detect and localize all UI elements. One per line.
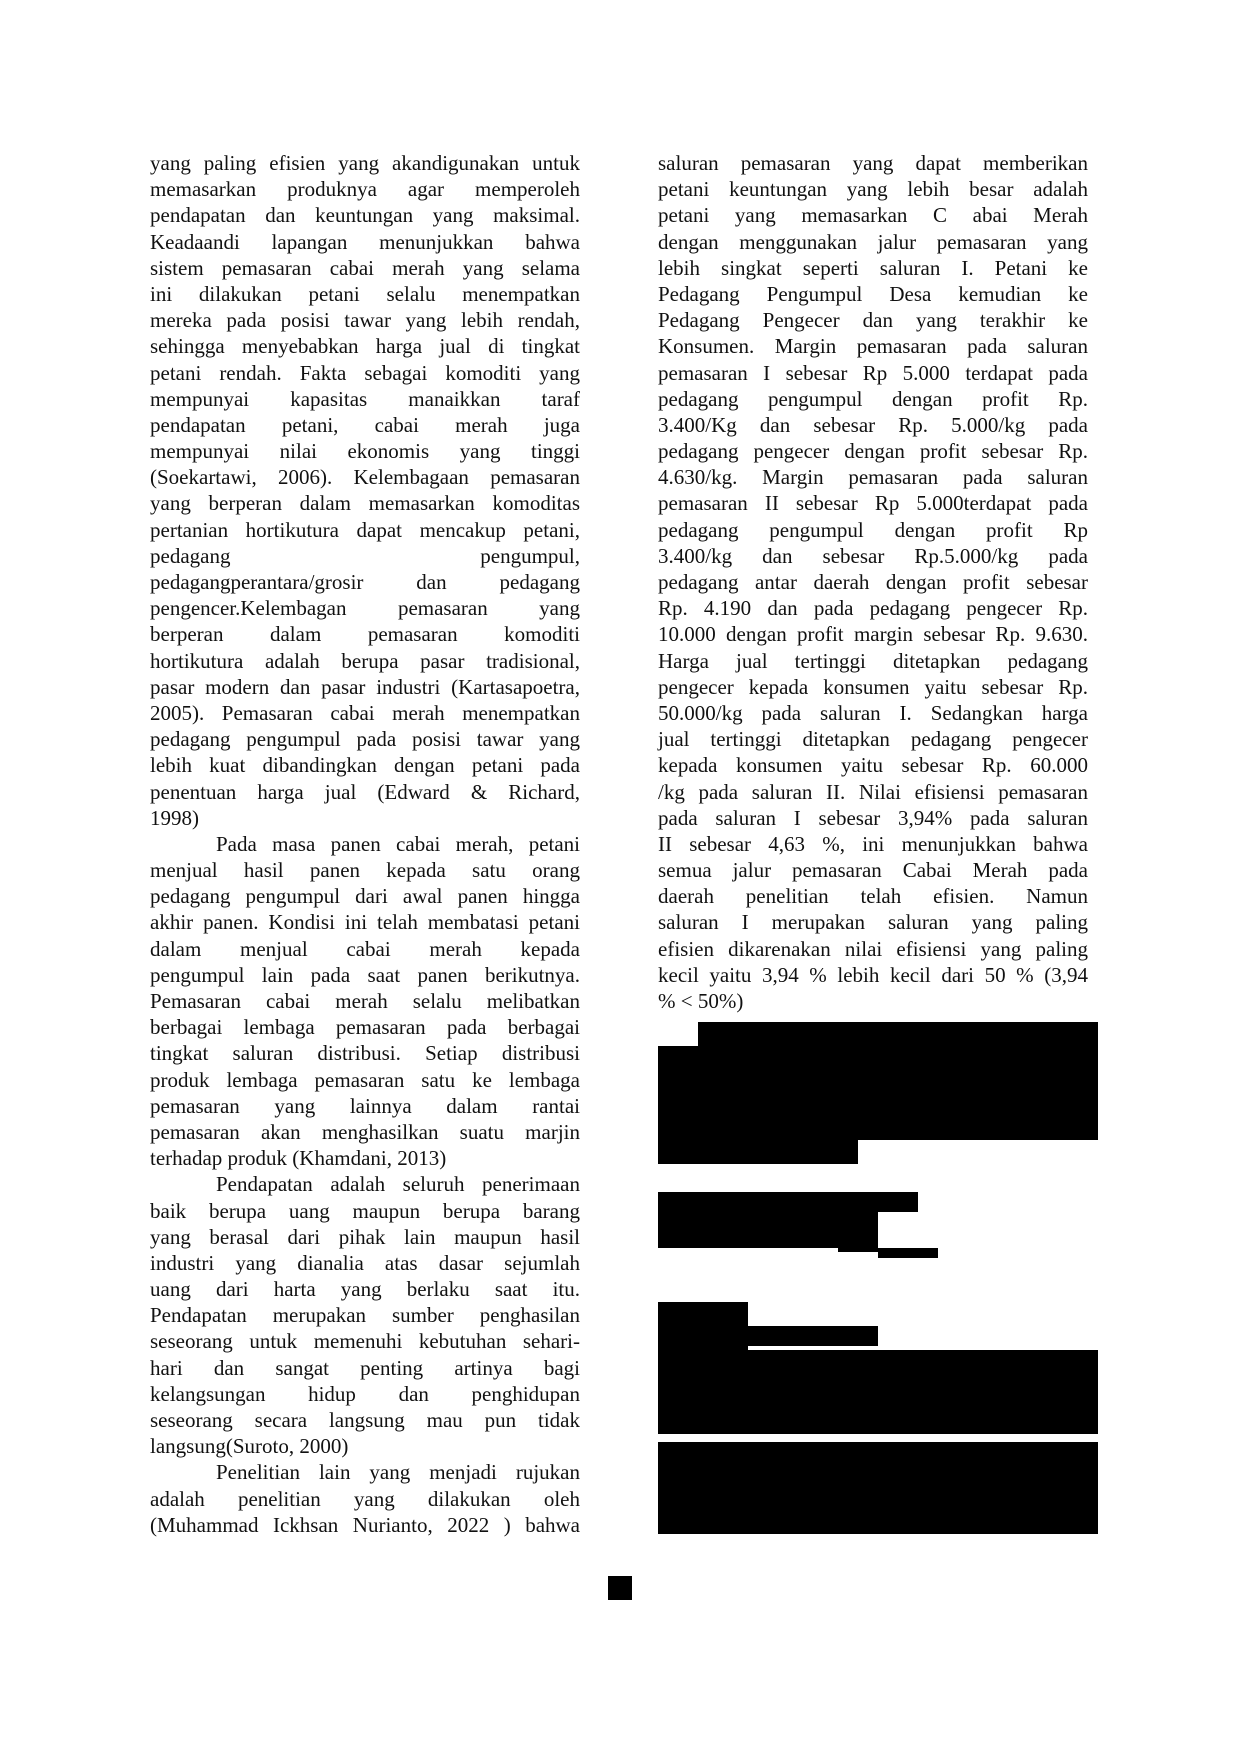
text-line: (Soekartawi, 2006). Kelembagaan pemasaran — [150, 465, 580, 490]
text-line: industri yang dianalia atas dasar sejumlah — [150, 1250, 580, 1275]
text-line: Pemasaran cabai merah selalu melibatkan — [150, 989, 580, 1013]
text-line: yang paling efisien yang akandigunakan untuk — [150, 151, 580, 175]
text-line: 1998) — [150, 805, 199, 830]
text-line: dengan menggunakan jalur pemasaran yang — [658, 229, 1088, 254]
page-number-redacted — [608, 1576, 632, 1600]
text-line: Pedagang Pengumpul Desa kemudian ke — [658, 281, 1088, 306]
text-line: (Muhammad Ickhsan Nurianto, 2022 ) bahwa — [150, 1512, 580, 1537]
text-line: baik berupa uang maupun berupa barang — [150, 1198, 580, 1223]
text-line: pertanian hortikutura dapat mencakup petani, — [150, 517, 580, 542]
text-line: pedagang pengumpul, — [150, 543, 580, 568]
redaction-bar — [658, 1326, 878, 1346]
text-line: pasar modern dan pasar industri (Kartasapoetra, — [150, 674, 580, 699]
text-line: berperan dalam pemasaran komoditi — [150, 622, 580, 647]
redaction-bar — [658, 1378, 1098, 1402]
text-line: pedagang pengecer dengan profit sebesar Rp. — [658, 439, 1088, 464]
text-line: pengecer kepada konsumen yaitu sebesar Rp. — [658, 674, 1088, 699]
text-line: % < 50%) — [658, 989, 744, 1013]
text-line: pedagang antar daerah dengan profit sebesar — [658, 570, 1088, 594]
text-line: kepada konsumen yaitu sebesar Rp. 60.000 — [658, 753, 1088, 778]
text-line: /kg pada saluran II. Nilai efisiensi pemasaran — [658, 779, 1088, 804]
text-line: pemasaran I sebesar Rp 5.000 terdapat pada — [658, 360, 1088, 385]
text-line: sistem pemasaran cabai merah yang selama — [150, 255, 580, 280]
text-line: mempunyai nilai ekonomis yang tinggi — [150, 439, 580, 464]
redaction-bar — [658, 1466, 1098, 1506]
text-line: Penelitian lain yang menjadi rujukan — [216, 1460, 580, 1485]
text-line: petani rendah. Fakta sebagai komoditi yang — [150, 360, 580, 385]
text-line: pedagangperantara/grosir dan pedagang — [150, 570, 580, 594]
text-line: II sebesar 4,63 %, ini menunjukkan bahwa — [658, 831, 1088, 856]
text-line: jual tertinggi ditetapkan pedagang pengecer — [658, 727, 1088, 752]
redaction-bar — [658, 1046, 1098, 1090]
right-text-column — [658, 150, 1088, 1014]
text-line: pendapatan dan keuntungan yang maksimal. — [150, 203, 580, 228]
text-line: pedagang pengumpul dengan profit Rp. — [658, 386, 1088, 411]
text-line: 10.000 dengan profit margin sebesar Rp. 9.630. — [658, 622, 1088, 647]
text-line: saluran pemasaran yang dapat memberikan — [658, 151, 1088, 175]
text-line: 2005). Pemasaran cabai merah menempatkan — [150, 700, 580, 725]
text-line: semua jalur pemasaran Cabai Merah pada — [658, 858, 1088, 883]
text-line: pemasaran II sebesar Rp 5.000terdapat pada — [658, 491, 1088, 516]
text-line: pedagang pengumpul dari awal panen hingga — [150, 884, 580, 909]
text-line: seseorang secara langsung mau pun tidak — [150, 1408, 580, 1432]
text-line: pengencer.Kelembagan pemasaran yang — [150, 596, 580, 621]
redaction-bar — [658, 1140, 858, 1164]
text-line: pendapatan petani, cabai merah juga — [150, 412, 580, 437]
redaction-bar — [658, 1442, 1098, 1466]
text-line: ini dilakukan petani selalu menempatkan — [150, 281, 580, 306]
redacted-content-block — [658, 1022, 1098, 1542]
text-line: tingkat saluran distribusi. Setiap distribusi — [150, 1041, 580, 1066]
text-line: menjual hasil panen kepada satu orang — [150, 858, 580, 883]
text-line: mempunyai kapasitas manaikkan taraf — [150, 386, 580, 411]
text-line: pengumpul lain pada saat panen berikutnya. — [150, 962, 580, 987]
text-line: efisien dikarenakan nilai efisiensi yang paling — [658, 936, 1088, 961]
text-line: kelangsungan hidup dan penghidupan — [150, 1381, 580, 1406]
redaction-bar — [658, 1302, 748, 1326]
text-line: Pada masa panen cabai merah, petani — [216, 831, 580, 856]
text-line: Pedagang Pengecer dan yang terakhir ke — [658, 308, 1088, 333]
redaction-bar — [698, 1022, 1098, 1046]
redaction-bar — [878, 1248, 938, 1258]
text-line: 4.630/kg. Margin pemasaran pada saluran — [658, 465, 1088, 490]
text-line: Rp. 4.190 dan pada pedagang pengecer Rp. — [658, 596, 1088, 621]
text-line: penentuan harga jual (Edward & Richard, — [150, 779, 580, 804]
text-line: hortikutura adalah berupa pasar tradisional, — [150, 648, 580, 673]
text-line: lebih kuat dibandingkan dengan petani pada — [150, 753, 580, 778]
text-line: hari dan sangat penting artinya bagi — [150, 1355, 580, 1380]
text-line: 3.400/Kg dan sebesar Rp. 5.000/kg pada — [658, 412, 1088, 437]
text-line: pemasaran yang lainnya dalam rantai — [150, 1093, 580, 1118]
redaction-bar — [658, 1212, 838, 1248]
text-line: 50.000/kg pada saluran I. Sedangkan harga — [658, 700, 1088, 725]
text-line: adalah penelitian yang dilakukan oleh — [150, 1486, 580, 1511]
redaction-bar — [658, 1192, 918, 1212]
text-line: mereka pada posisi tawar yang lebih rendah, — [150, 308, 580, 333]
text-line: Pendapatan merupakan sumber penghasilan — [150, 1303, 580, 1328]
text-line: Konsumen. Margin pemasaran pada saluran — [658, 334, 1088, 359]
redaction-bar — [658, 1506, 1098, 1534]
redaction-bar — [838, 1212, 878, 1252]
redaction-bar — [658, 1090, 1098, 1140]
left-text-column — [150, 150, 580, 1538]
text-line: pemasaran akan menghasilkan suatu marjin — [150, 1119, 580, 1144]
text-line: petani yang memasarkan C abai Merah — [658, 203, 1088, 228]
text-line: terhadap produk (Khamdani, 2013) — [150, 1146, 447, 1171]
text-line: dalam menjual cabai merah kepada — [150, 936, 580, 961]
text-line: daerah penelitian telah efisien. Namun — [658, 884, 1088, 909]
text-line: lebih singkat seperti saluran I. Petani ke — [658, 255, 1088, 280]
text-line: uang dari harta yang berlaku saat itu. — [150, 1277, 580, 1302]
text-line: pada saluran I sebesar 3,94% pada saluran — [658, 805, 1088, 830]
text-line: berbagai lembaga pemasaran pada berbagai — [150, 1015, 580, 1040]
text-line: petani keuntungan yang lebih besar adalah — [658, 177, 1088, 202]
text-line: saluran I merupakan saluran yang paling — [658, 910, 1088, 935]
text-line: pedagang pengumpul dengan profit Rp — [658, 517, 1088, 542]
text-line: akhir panen. Kondisi ini telah membatasi petani — [150, 910, 580, 935]
text-line: yang berperan dalam memasarkan komoditas — [150, 491, 580, 516]
text-line: Pendapatan adalah seluruh penerimaan — [216, 1172, 580, 1197]
text-line: memasarkan produknya agar memperoleh — [150, 177, 580, 202]
redaction-bar — [658, 1402, 1098, 1434]
text-line: langsung(Suroto, 2000) — [150, 1434, 349, 1459]
text-line: yang berasal dari pihak lain maupun hasil — [150, 1224, 580, 1249]
text-line: Keadaandi lapangan menunjukkan bahwa — [150, 229, 580, 254]
text-line: pedagang pengumpul pada posisi tawar yang — [150, 727, 580, 752]
text-line: produk lembaga pemasaran satu ke lembaga — [150, 1067, 580, 1092]
text-line: seseorang untuk memenuhi kebutuhan sehari- — [150, 1329, 580, 1354]
redaction-bar — [658, 1350, 1098, 1378]
text-line: sehingga menyebabkan harga jual di tingkat — [150, 334, 580, 359]
text-line: 3.400/kg dan sebesar Rp.5.000/kg pada — [658, 543, 1088, 568]
text-line: Harga jual tertinggi ditetapkan pedagang — [658, 648, 1088, 673]
text-line: kecil yaitu 3,94 % lebih kecil dari 50 % (3,94 — [658, 962, 1088, 987]
